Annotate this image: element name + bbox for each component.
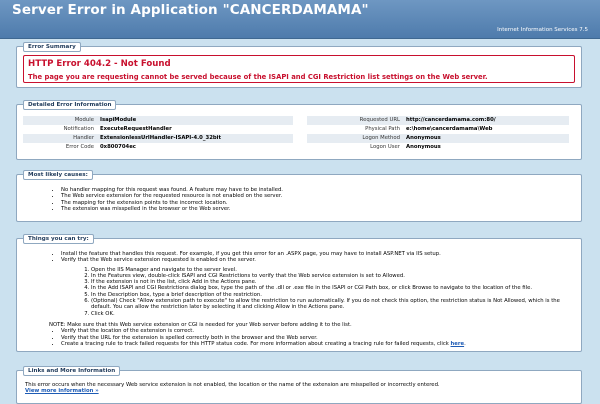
list-item: • The extension was misspelled in the browser or the Web server.: [61, 206, 575, 212]
detail-table-left: [23, 116, 293, 152]
view-more-link[interactable]: View more information »: [25, 388, 99, 395]
list-item: • Install the feature that handles this request. For example, if you get this error for an .ASPX page, you may have to install ASP.NET via IIS setup.: [61, 251, 575, 257]
error-message: The page you are requesting cannot be served because of the ISAPI and CGI Restriction list settings on the Web server.: [28, 73, 488, 81]
list-item: • The mapping for the extension points to the incorrect location.: [61, 200, 575, 206]
list-item: • Verify that the URL for the extension is spelled correctly both in the browser and the Web server.: [61, 335, 575, 341]
detail-row: [23, 116, 293, 125]
detail-key: Logon User: [370, 144, 400, 150]
detail-value: ExecuteRequestHandler: [100, 126, 172, 132]
links-info-legend: Links and More Information: [23, 366, 120, 376]
detail-value: Anonymous: [406, 144, 441, 150]
detail-key: Handler: [23, 134, 97, 143]
here-link[interactable]: here: [450, 340, 465, 347]
things-to-try-legend: Things you can try:: [23, 234, 94, 244]
causes-list: [49, 187, 575, 212]
links-info-text: This error occurs when the necessary Web service extension is not enabled, the location or the name of the extension are misspelled or incorrectly entered.: [25, 382, 440, 388]
detail-row: [307, 116, 569, 125]
server-name: Internet Information Services 7.5: [497, 27, 588, 33]
step-item: 6. (Optional) Check "Allow extension path to execute" to allow the restriction to run automatically. If you do not check this option, the restriction status is Not Allowed, which is the default. You can allow the restriction later by selecting it and clicking Allow in the Actions pane.: [91, 298, 575, 311]
list-item: [61, 341, 575, 347]
step-item: 2. In the Features view, double-click ISAPI and CGI Restrictions to verify that the Web service extension is set to Allowed.: [91, 273, 575, 279]
detail-value: ExtensionlessUrlHandler-ISAPI-4.0_32bit: [97, 134, 293, 143]
try-list: [49, 251, 575, 347]
detail-key: Requested URL: [307, 116, 403, 125]
detail-key: Error Code: [65, 144, 94, 150]
detail-value: http://cancerdamama.com:80/: [403, 116, 569, 125]
detailed-error-box: [16, 104, 582, 160]
trace-text: Create a tracing rule to track failed requests for this HTTP status code. For more information about creating a tracing rule for failed requests, click: [61, 340, 449, 347]
list-item: • No handler mapping for this request was found. A feature may have to be installed.: [61, 187, 575, 193]
detail-row: [307, 143, 569, 152]
trace-end: .: [464, 340, 466, 347]
error-summary-content: [23, 55, 575, 83]
step-item: 5. In the Description box, type a brief description of the restriction.: [91, 292, 575, 298]
detail-row: [307, 134, 569, 143]
error-title: HTTP Error 404.2 - Not Found: [28, 59, 171, 69]
detailed-error-legend: Detailed Error Information: [23, 100, 116, 110]
detail-value: IsapiModule: [97, 116, 293, 125]
detail-table-right: [307, 116, 569, 152]
list-item: • The Web service extension for the requested resource is not enabled on the server.: [61, 193, 575, 199]
detail-row: [23, 125, 293, 134]
detail-row: [23, 143, 293, 152]
detail-key: Module: [23, 116, 97, 125]
detail-row: [23, 134, 293, 143]
links-info-box: [16, 370, 582, 404]
step-item: 7. Click OK.: [91, 311, 575, 317]
note-text: NOTE: Make sure that this Web service extension or CGI is needed for your Web server before adding it to the list.: [49, 321, 352, 328]
step-item: 4. In the Add ISAPI and CGI Restrictions dialog box, type the path of the .dll or .exe file in the ISAPI or CGI Path box, or click Browse to navigate to the location of the file.: [91, 285, 575, 291]
detail-row: [307, 125, 569, 134]
list-item: • Verify that the location of the extension is correct.: [61, 328, 575, 334]
links-info-content: [25, 382, 573, 395]
page-title: Server Error in Application "CANCERDAMAMA": [12, 2, 369, 18]
detail-value: 0x800704ec: [100, 144, 136, 150]
detail-key: Logon Method: [307, 134, 403, 143]
things-to-try-box: [16, 238, 582, 352]
detail-key: Notification: [63, 126, 94, 132]
detail-key: Physical Path: [365, 126, 400, 132]
detail-value: Anonymous: [403, 134, 569, 143]
detail-value: e:\home\cancerdamama\Web: [406, 126, 493, 132]
page-header: [0, 0, 600, 39]
list-item: • Verify that the Web service extension requested is enabled on the server.: [61, 257, 575, 263]
likely-causes-legend: Most likely causes:: [23, 170, 93, 180]
step-item: 3. If the extension is not in the list, click Add in the Actions pane.: [91, 279, 575, 285]
error-summary-box: [16, 46, 582, 88]
likely-causes-box: [16, 174, 582, 222]
step-item: 1. Open the IIS Manager and navigate to the server level.: [91, 267, 575, 273]
error-summary-legend: Error Summary: [23, 42, 81, 52]
